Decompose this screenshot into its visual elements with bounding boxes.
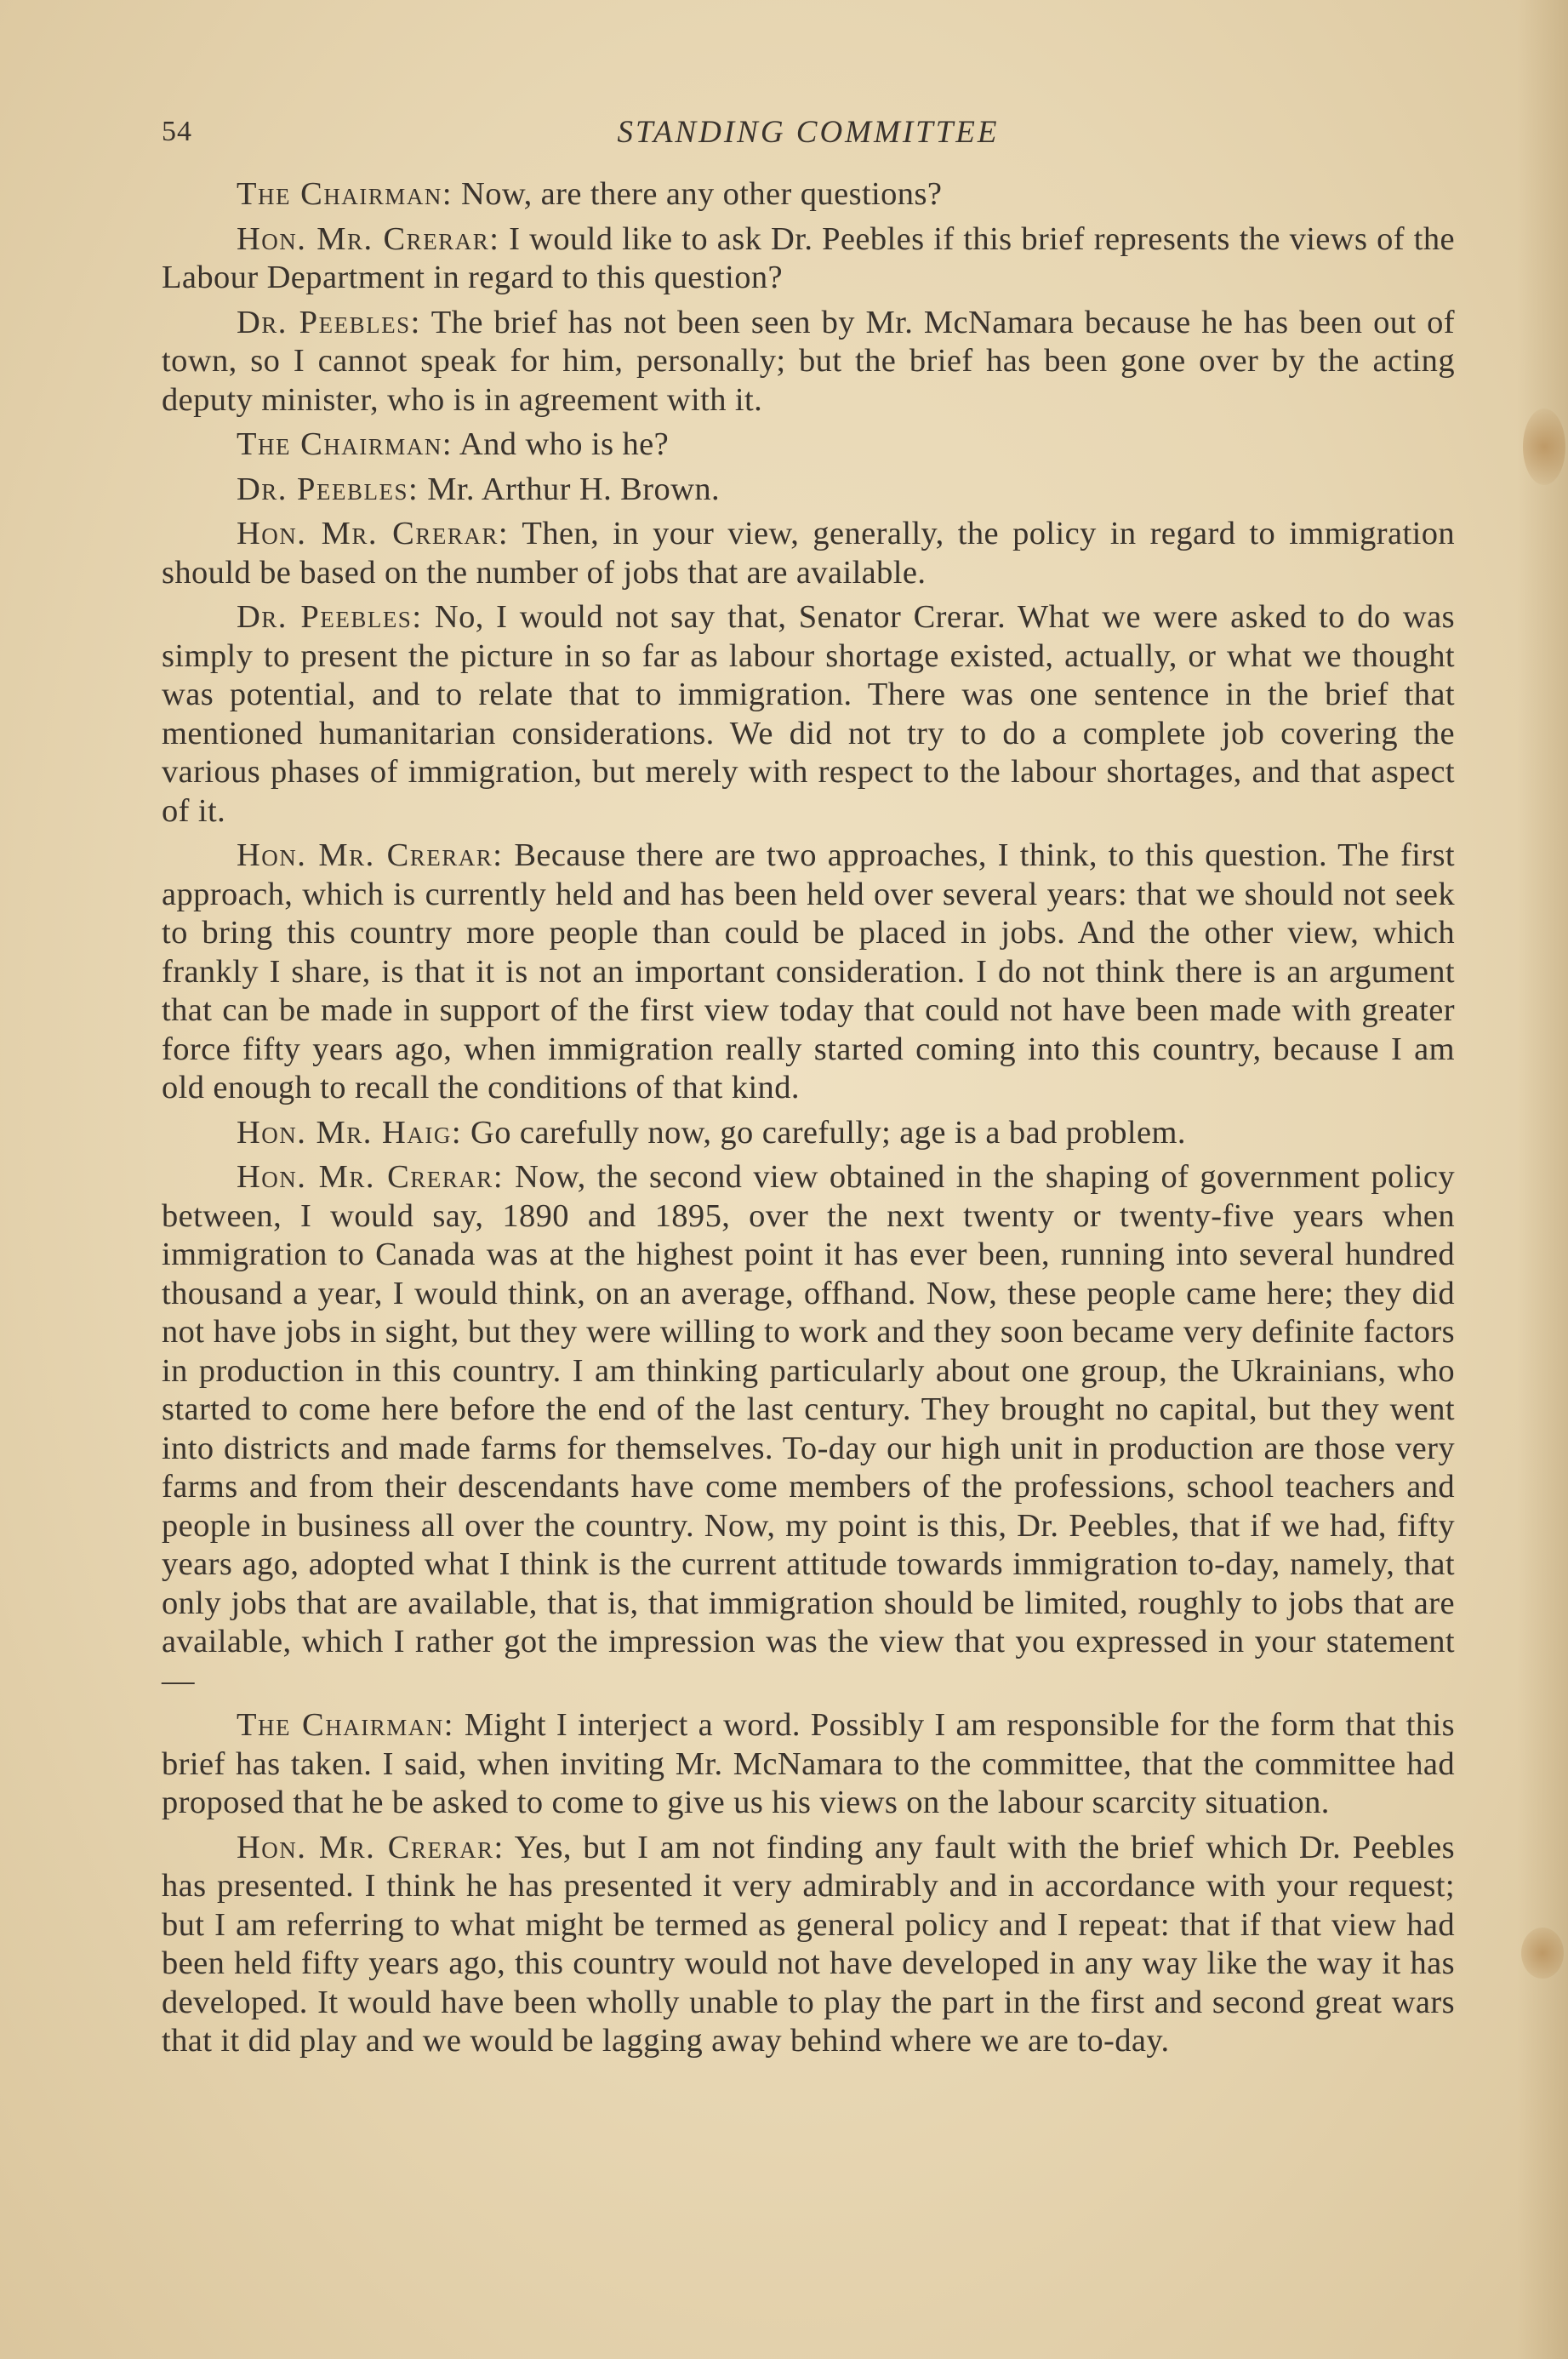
speaker-name: Hon. Mr. Crerar: [237, 1159, 505, 1195]
speech-text: I would like to ask Dr. Peebles if this brief represents the views of the Labour Department in regard to this question? [162, 220, 1456, 295]
speaker-name: The Chairman: [237, 1707, 454, 1743]
speaker-name: Hon. Mr. Crerar: [237, 837, 504, 873]
speech-text: No, I would not say that, Senator Crerar. What we were asked to do was simply to present the picture in so far as labour shortage existed, actually, or what we thought was potential, and to relate that to immigration. There was one sentence in the brief that mentioned humanitarian considerations. We did not try to do a complete job covering the various phases of immigration, but merely with respect to the labour shortages, and that aspect of it. [162, 599, 1456, 829]
speech-text: Because there are two approaches, I think, to this question. The first approach, which is currently held and has been held over several years: that we should not seek to bring this country more people than could be placed in jobs. And the other view, which frankly I share, is that it is not an important consideration. I do not think there is an argument that can be made in support of the first view today that could not have been made with greater force fifty years ago, when immigration really started coming into this country, because I am old enough to recall the conditions of that kind. [162, 837, 1455, 1105]
speaker-name: The Chairman: [237, 426, 453, 462]
page-number: 54 [162, 116, 192, 147]
transcript-paragraph [162, 515, 1455, 592]
transcript-paragraph [162, 1829, 1455, 2061]
transcript-paragraph [162, 1706, 1455, 1823]
speech-text: Now, are there any other questions? [453, 176, 943, 212]
transcript-paragraph [162, 220, 1455, 298]
page-header [162, 109, 1455, 160]
speech-text: The brief has not been seen by Mr. McNamara because he has been out of town, so I cannot speak for him, personally; but the brief has been gone over by the acting deputy minister, who is in agreement with it. [162, 304, 1455, 418]
speaker-name: Hon. Mr. Haig: [237, 1114, 463, 1151]
transcript-paragraph [162, 426, 1455, 465]
speech-text: And who is he? [453, 426, 670, 462]
speech-text: Then, in your view, generally, the policy in regard to immigration should be based on the number of jobs that are available. [162, 516, 1455, 591]
speech-text: Go carefully now, go carefully; age is a bad problem. [462, 1114, 1186, 1151]
transcript-paragraph [162, 304, 1455, 420]
speaker-name: Dr. Peebles: [237, 599, 423, 635]
speech-text: Might I interject a word. Possibly I am responsible for the form that this brief has taken. I said, when inviting Mr. McNamara to the committee, that the committee had proposed that he be asked to come to give us his views on the labour scarcity situation. [162, 1707, 1456, 1820]
page-edge-shadow [1517, 0, 1568, 2359]
speaker-name: Dr. Peebles: [237, 304, 421, 340]
speaker-name: Hon. Mr. Crerar: [237, 220, 500, 257]
speaker-name: Dr. Peebles: [237, 471, 419, 507]
transcript-paragraph [162, 1158, 1455, 1700]
speech-text: Now, the second view obtained in the shaping of government policy between, I would say, 1890 and 1895, over the next twenty or twenty-five years when immigration to Canada was at the highest point it has ever been, running into several hundred thousand a year, I would think, on an average, offhand. Now, these people came here; they did not have jobs in sight, but they were willing to work and they soon became very definite factors in production in this country. I am thinking particularly about one group, the Ukrainians, who started to come here before the end of the last century. They brought no capital, but they went into districts and made farms for themselves. To-day our high unit in production are those very farms and from their descendants have come members of the professions, school teachers and people in business all over the country. Now, my point is this, Dr. Peebles, that if we had, fifty years ago, adopted what I think is the current attitude towards immigration to-day, namely, that only jobs that are available, that is, that immigration should be limited, roughly to jobs that are available, which I rather got the impression was the view that you expressed in your statement— [162, 1159, 1455, 1699]
ink-smudge [1521, 1928, 1564, 1979]
speech-text: Mr. Arthur H. Brown. [419, 471, 721, 507]
transcript-paragraph [162, 837, 1455, 1108]
transcript-paragraph [162, 598, 1455, 831]
running-head: STANDING COMMITTEE [617, 115, 1000, 150]
speaker-name: Hon. Mr. Crerar: [237, 516, 510, 551]
speaker-name: The Chairman: [237, 176, 453, 212]
speaker-name: Hon. Mr. Crerar: [237, 1829, 505, 1865]
transcript-paragraph [162, 175, 1455, 214]
transcript-body [162, 175, 1455, 2067]
transcript-paragraph [162, 471, 1455, 510]
speech-text: Yes, but I am not finding any fault with the brief which Dr. Peebles has presented. I think he has presented it very admirably and in accordance with your request; but I am referring to what might be termed as general policy and I repeat: that if that view had been held fifty years ago, this country would not have developed in any way like the way it has developed. It would have been wholly unable to play the part in the first and second great wars that it did play and we would be lagging away behind where we are to-day. [162, 1829, 1456, 2059]
transcript-paragraph [162, 1114, 1455, 1153]
ink-smudge [1523, 408, 1565, 485]
